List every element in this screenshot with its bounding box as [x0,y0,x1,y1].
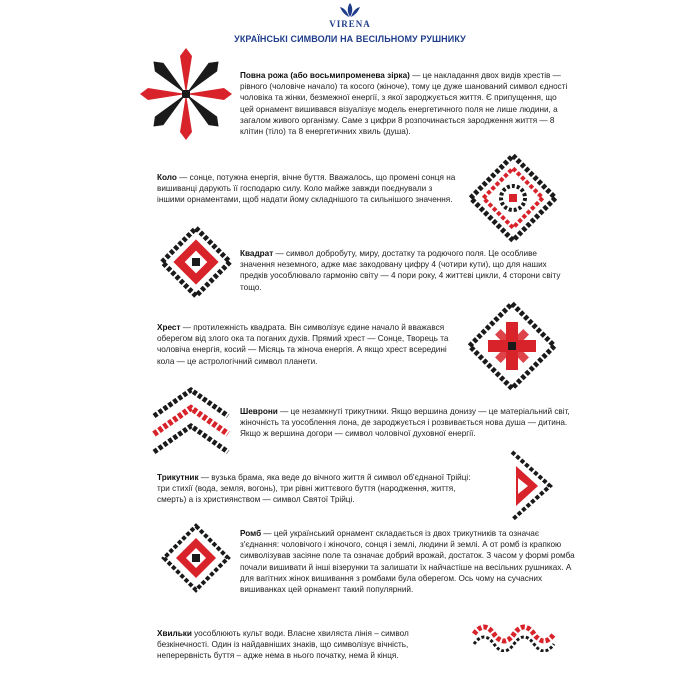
symbol-paragraph: Квадрат — символ добробуту, миру, достатку та родючого поля. Це особливе значення неземного, адже має закодовану цифру 4 (чотири кути), що для наших предків уособлювало гармонію світу — 4 пори року, 4 життєві цикли, 4 сторони світу тощо. [240,249,561,292]
symbol-term: Квадрат [240,249,274,258]
symbol-term: Хрест [157,323,181,332]
symbol-term: Трикутник [157,473,199,482]
page-title: УКРАЇНСЬКІ СИМВОЛИ НА ВЕСІЛЬНОМУ РУШНИКУ [234,34,466,44]
symbol-term: Коло [157,173,177,182]
rose-petal [140,88,186,100]
brand-logo [322,2,378,29]
circle-motif [465,150,561,246]
cross-motif [462,296,562,396]
symbol-term: Шеврони [240,407,278,416]
symbol-paragraph: Коло — сонце, потужна енергія, вічне буття. Вважалось, що промені сонця на вишиванці дарують її господарю силу. Коло майже завжди поєднували з іншими орнаментами, щоб надати йому складнішого та сильнішого значення. [157,173,456,205]
square-motif [158,224,234,300]
symbol-term: Хвильки [157,629,192,638]
wave-motif [470,612,556,652]
rhombus-motif [160,522,232,594]
lotus-logo-icon [339,2,361,18]
symbol-paragraph: Трикутник — вузька брама, яка веде до вічного життя й символ об'єднаної Трійці: три стихії (вода, земля, вогонь), три рівні життєвого буття (народження, життя, смерть) а із християнством — символ Святої Трійці. [157,473,471,505]
triangle-motif [506,448,556,524]
rose-petal [186,88,232,100]
brand-name: VIRENA [329,19,371,29]
symbol-term: Повна рожа (або восьмипроменева зірка) [240,71,410,80]
symbol-paragraph: Повна рожа (або восьмипроменева зірка) — це накладання двох видів хрестів — рівного (чоловіче начало) та косого (жіноче), тому це дуже шанований символ єдності чоловіка та жінки, безмежної енергії, з якої зароджується життя. Є припущення, що цей орнамент вишивався візуалізує модель енергетичного поля не лише людини, а загалом живого організму. Саме з цифри 8 розпочинається зародження життя — 8 клітин (тіло) та 8 енергетичних хвиль (душа). [240,71,568,137]
symbol-paragraph: Ромб — цей український орнамент складається із двох трикутників та означає з'єднання: чоловічого і жіночого, сонця і землі, людини й землі. А от ромб із крапкою символізував засіяне поле та означає добрий врожай, достаток. З часом у формі ромба почали вишивати й інші візерунки та залишати їх найчастіше на весільних рушниках. А для вагітних жінок вишивання з ромбами була оберегом. Ось чому на сучасних вишиванках цей орнамент такий популярний. [240,529,575,595]
symbol-paragraph: Хрест — протилежність квадрата. Він символізує єдине начало й вважався оберегом від злого ока та поганих духів. Прямий хрест — Сонце, Творець та чоловіча енергія, косий — Місяць та жіноча енергія. А якщо хрест всередині кола — це астрологічний символ планети. [157,323,449,366]
rose-petal [180,48,192,94]
eight-point-rose-motif [138,46,234,142]
symbol-term: Ромб [240,529,262,538]
rose-petal [180,94,192,140]
symbol-paragraph: Шеврони — це незамкнуті трикутники. Якщо вершина донизу — це матеріальний світ, жіночність та уособлення лона, де зароджується і розвивається нова душа — дитина. Якщо ж вершина догори — символ чоловічої духовної енергії. [240,407,570,439]
chevron-motif [148,384,234,460]
symbol-paragraph: Хвильки уособлюють культ води. Власне хвиляста лінія – символ безкінечності. Один із найдавніших знаків, що символізує вічність, неперервність буття – адже нема в нього початку, нема й кінця. [157,629,409,661]
